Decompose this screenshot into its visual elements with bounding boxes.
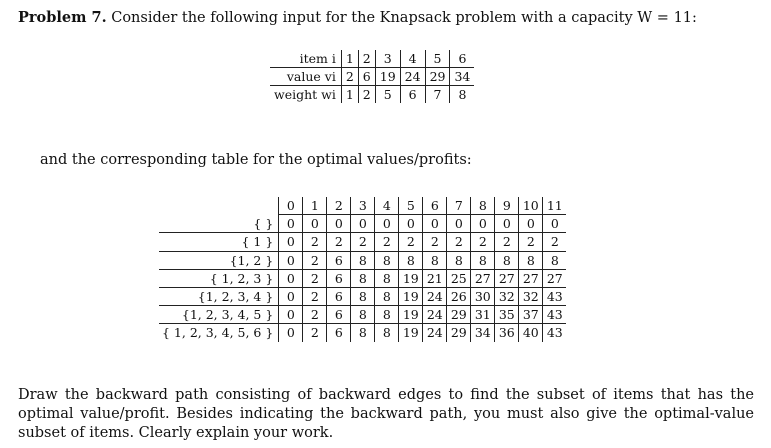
profit-cell: 19 [399, 287, 423, 305]
profit-cell: 27 [471, 269, 495, 287]
profit-cell: 6 [327, 269, 351, 287]
profit-cell: 21 [423, 269, 447, 287]
profit-cell: 27 [495, 269, 519, 287]
items-row-label: weight wi [270, 86, 341, 104]
profit-table-row [159, 287, 566, 305]
profit-cell: 8 [351, 269, 375, 287]
profit-cell: 0 [279, 269, 303, 287]
profit-table [159, 197, 566, 342]
profit-cell: 30 [471, 287, 495, 305]
profit-table-row [159, 269, 566, 287]
profit-cell: 6 [327, 287, 351, 305]
items-cell: 1 [341, 86, 358, 104]
profit-cell: 8 [351, 324, 375, 342]
profit-cell: 29 [447, 324, 471, 342]
problem-statement [18, 8, 758, 28]
profit-cell: 2 [303, 287, 327, 305]
profit-cell: 0 [279, 251, 303, 269]
profit-cell: 6 [327, 251, 351, 269]
profit-cell: 43 [546, 325, 563, 341]
profit-cell: 8 [351, 306, 375, 324]
profit-cell: 0 [279, 306, 303, 324]
profit-cell: 0 [279, 233, 303, 251]
capacity-header-cell: 5 [399, 197, 423, 215]
problem-label: Problem 7. [18, 9, 107, 26]
profit-cell: 2 [303, 306, 327, 324]
profit-corner-cell [159, 197, 279, 215]
items-cell: 6 [400, 86, 425, 104]
profit-cell: 0 [423, 215, 447, 233]
profit-cell: 2 [543, 233, 567, 251]
profit-cell: 8 [447, 251, 471, 269]
capacity-header-cell: 0 [279, 197, 303, 215]
profit-cell: 19 [399, 306, 423, 324]
profit-cell: 8 [351, 287, 375, 305]
capacity-header-cell: 2 [327, 197, 351, 215]
subset-label: {1, 2, 3, 4 } [159, 287, 279, 305]
items-cell: 6 [450, 50, 474, 68]
capacity-header-cell: 1 [303, 197, 327, 215]
profit-cell: 0 [495, 215, 519, 233]
profit-cell: 26 [447, 287, 471, 305]
profit-cell: 43 [543, 306, 567, 324]
profit-cell: 2 [399, 233, 423, 251]
profit-cell: 32 [519, 287, 543, 305]
profit-cell: 24 [423, 306, 447, 324]
profit-cell: 2 [375, 233, 399, 251]
capacity-header-cell: 9 [495, 197, 519, 215]
profit-cell: 29 [447, 306, 471, 324]
profit-cell: 8 [519, 251, 543, 269]
profit-cell: 8 [351, 251, 375, 269]
profit-cell: 8 [375, 269, 399, 287]
profit-cell: 8 [399, 251, 423, 269]
profit-cell: 8 [375, 306, 399, 324]
profit-cell: 2 [495, 233, 519, 251]
profit-cell: 0 [399, 215, 423, 233]
profit-cell: 0 [519, 215, 543, 233]
items-table-row [270, 68, 474, 86]
profit-cell: 6 [327, 324, 351, 342]
profit-cell: 31 [471, 306, 495, 324]
profit-cell: 37 [519, 306, 543, 324]
profit-header-row [159, 197, 566, 215]
items-cell: 8 [458, 87, 467, 102]
subset-label: { 1 } [159, 233, 279, 251]
items-cell: 7 [425, 86, 450, 104]
profit-cell: 19 [399, 324, 423, 342]
subset-label: {1, 2, 3, 4, 5 } [159, 306, 279, 324]
items-cell: 6 [358, 68, 375, 86]
profit-cell: 0 [375, 215, 399, 233]
profit-table-row [159, 306, 566, 324]
items-row-label: item i [270, 50, 341, 68]
items-cell: 5 [375, 86, 400, 104]
capacity-header-cell: 7 [447, 197, 471, 215]
profit-cell: 2 [303, 324, 327, 342]
items-cell: 19 [375, 68, 400, 86]
profit-cell: 2 [423, 233, 447, 251]
profit-cell: 32 [495, 287, 519, 305]
capacity-header-cell: 4 [375, 197, 399, 215]
capacity-header-cell: 11 [543, 197, 567, 215]
items-cell: 3 [375, 50, 400, 68]
capacity-header-cell: 6 [423, 197, 447, 215]
items-cell: 34 [450, 68, 474, 86]
profit-cell: 24 [423, 324, 447, 342]
profit-cell: 0 [447, 215, 471, 233]
subset-label: {1, 2 } [159, 251, 279, 269]
profit-table-row [159, 324, 566, 342]
profit-cell: 0 [303, 215, 327, 233]
profit-cell: 24 [423, 287, 447, 305]
profit-table-row [159, 233, 566, 251]
profit-cell: 8 [375, 251, 399, 269]
profit-cell: 0 [279, 324, 303, 342]
capacity-header-cell: 3 [351, 197, 375, 215]
profit-cell: 8 [375, 287, 399, 305]
capacity-header-cell: 10 [519, 197, 543, 215]
profit-table-row [159, 251, 566, 269]
profit-cell: 2 [447, 233, 471, 251]
profit-cell: 6 [327, 306, 351, 324]
profit-cell: 40 [519, 324, 543, 342]
profit-cell: 2 [303, 233, 327, 251]
profit-cell: 0 [279, 215, 303, 233]
profit-cell: 8 [375, 324, 399, 342]
profit-cell: 43 [543, 287, 567, 305]
profit-table-row [159, 215, 566, 233]
table-intro-text: and the corresponding table for the optimal values/profits: [40, 152, 472, 168]
profit-cell: 0 [543, 215, 567, 233]
subset-label: { } [159, 215, 279, 233]
problem-text: Consider the following input for the Knapsack problem with a capacity W = 11: [111, 10, 697, 26]
profit-cell: 35 [495, 306, 519, 324]
profit-cell: 0 [279, 287, 303, 305]
capacity-header-cell: 8 [471, 197, 495, 215]
items-row-label: value vi [270, 68, 341, 86]
subset-label: { 1, 2, 3, 4, 5, 6 } [159, 324, 279, 342]
profit-cell: 0 [327, 215, 351, 233]
profit-cell: 36 [495, 324, 519, 342]
items-cell: 29 [425, 68, 450, 86]
profit-cell: 8 [471, 251, 495, 269]
items-table-row [270, 50, 474, 68]
profit-cell: 0 [471, 215, 495, 233]
profit-cell: 2 [303, 251, 327, 269]
profit-cell: 19 [399, 269, 423, 287]
items-cell: 2 [358, 86, 375, 104]
profit-cell: 27 [519, 269, 543, 287]
profit-cell: 2 [351, 233, 375, 251]
profit-cell: 2 [471, 233, 495, 251]
items-cell: 4 [400, 50, 425, 68]
items-cell: 1 [341, 50, 358, 68]
profit-cell: 0 [351, 215, 375, 233]
items-cell: 2 [358, 50, 375, 68]
profit-cell: 2 [303, 269, 327, 287]
profit-cell: 8 [423, 251, 447, 269]
profit-cell: 8 [543, 251, 567, 269]
subset-label: { 1, 2, 3 } [159, 269, 279, 287]
profit-cell: 25 [447, 269, 471, 287]
profit-cell: 2 [519, 233, 543, 251]
items-cell: 24 [400, 68, 425, 86]
profit-cell: 2 [327, 233, 351, 251]
items-cell: 2 [341, 68, 358, 86]
items-cell: 5 [425, 50, 450, 68]
profit-cell: 27 [543, 269, 567, 287]
profit-cell: 8 [495, 251, 519, 269]
items-table [270, 50, 474, 103]
instructions-text: Draw the backward path consisting of backward edges to find the subset of items that has the optimal value/profit. Besides indicating the backward path, you must also give the optimal-value subset of items. Clearly explain your work. [18, 387, 754, 441]
profit-cell: 34 [471, 324, 495, 342]
items-table-row [270, 86, 474, 104]
